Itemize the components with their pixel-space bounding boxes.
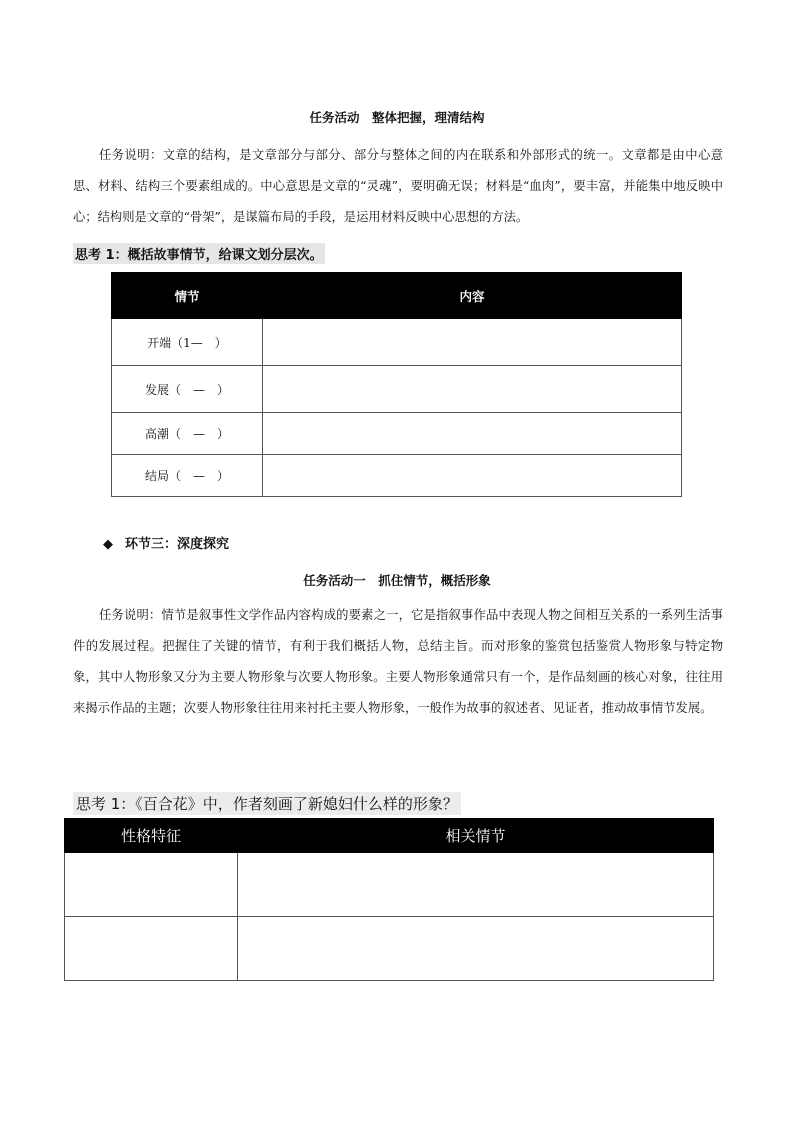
plot-stage-cell: 开端（1— ） — [112, 319, 263, 366]
section1-title: 任务活动 整体把握，理清结构 — [309, 110, 485, 125]
character-table — [64, 818, 714, 981]
section2-heading: 环节三：深度探究 — [125, 537, 230, 552]
character-header-plot: 相关情节 — [238, 819, 714, 853]
plot-header-content: 内容 — [263, 273, 682, 319]
table-row — [112, 366, 682, 413]
section2-description: 任务说明：情节是叙事性文学作品内容构成的要素之一，它是指叙事作品中表现人物之间相互关系的一系列生活事件的发展过程。把握住了关键的情节，有利于我们概括人物，总结主旨。而对形象的鉴赏包括鉴赏人物形象与特定物象，其中人物形象又分为主要人物形象与次要人物形象。主要人物形象通常只有一个，是作品刻画的核心对象，往往用来揭示作品的主题；次要人物形象往往用来衬托主要人物形象，一般作为故事的叙述者、见证者，推动故事情节发展。 — [73, 608, 723, 715]
plot-content-cell[interactable] — [263, 319, 682, 366]
character-header-trait: 性格特征 — [65, 819, 238, 853]
trait-cell[interactable] — [65, 917, 238, 981]
plot-content-cell[interactable] — [263, 413, 682, 455]
table-row — [112, 413, 682, 455]
section1-question: 思考 1：概括故事情节，给课文划分层次。 — [73, 243, 325, 264]
diamond-bullet-icon: ◆ — [103, 537, 113, 552]
plot-cell[interactable] — [238, 917, 714, 981]
plot-table-header — [112, 273, 682, 319]
plot-table — [111, 272, 682, 497]
table-row — [65, 917, 714, 981]
plot-content-cell[interactable] — [263, 366, 682, 413]
section1-description: 任务说明：文章的结构，是文章部分与部分、部分与整体之间的内在联系和外部形式的统一。文章都是由中心意思、材料、结构三个要素组成的。中心意思是文章的“灵魂”，要明确无误；材料是“血肉”，要丰富，并能集中地反映中心；结构则是文章的“骨架”，是谋篇布局的手段，是运用材料反映中心思想的方法。 — [73, 148, 723, 224]
character-table-header — [65, 819, 714, 853]
table-row — [65, 853, 714, 917]
table-row — [112, 319, 682, 366]
plot-content-cell[interactable] — [263, 455, 682, 497]
plot-stage-cell: 发展（ — ） — [112, 366, 263, 413]
plot-stage-cell: 结局（ — ） — [112, 455, 263, 497]
trait-cell[interactable] — [65, 853, 238, 917]
table-row — [112, 455, 682, 497]
plot-cell[interactable] — [238, 853, 714, 917]
plot-stage-cell: 高潮（ — ） — [112, 413, 263, 455]
plot-header-stage: 情节 — [112, 273, 263, 319]
section2-heading-line — [103, 533, 229, 552]
section2-title: 任务活动一 抓住情节，概括形象 — [303, 573, 491, 588]
section2-question: 思考 1：《百合花》中，作者刻画了新媳妇什么样的形象？ — [73, 792, 461, 815]
